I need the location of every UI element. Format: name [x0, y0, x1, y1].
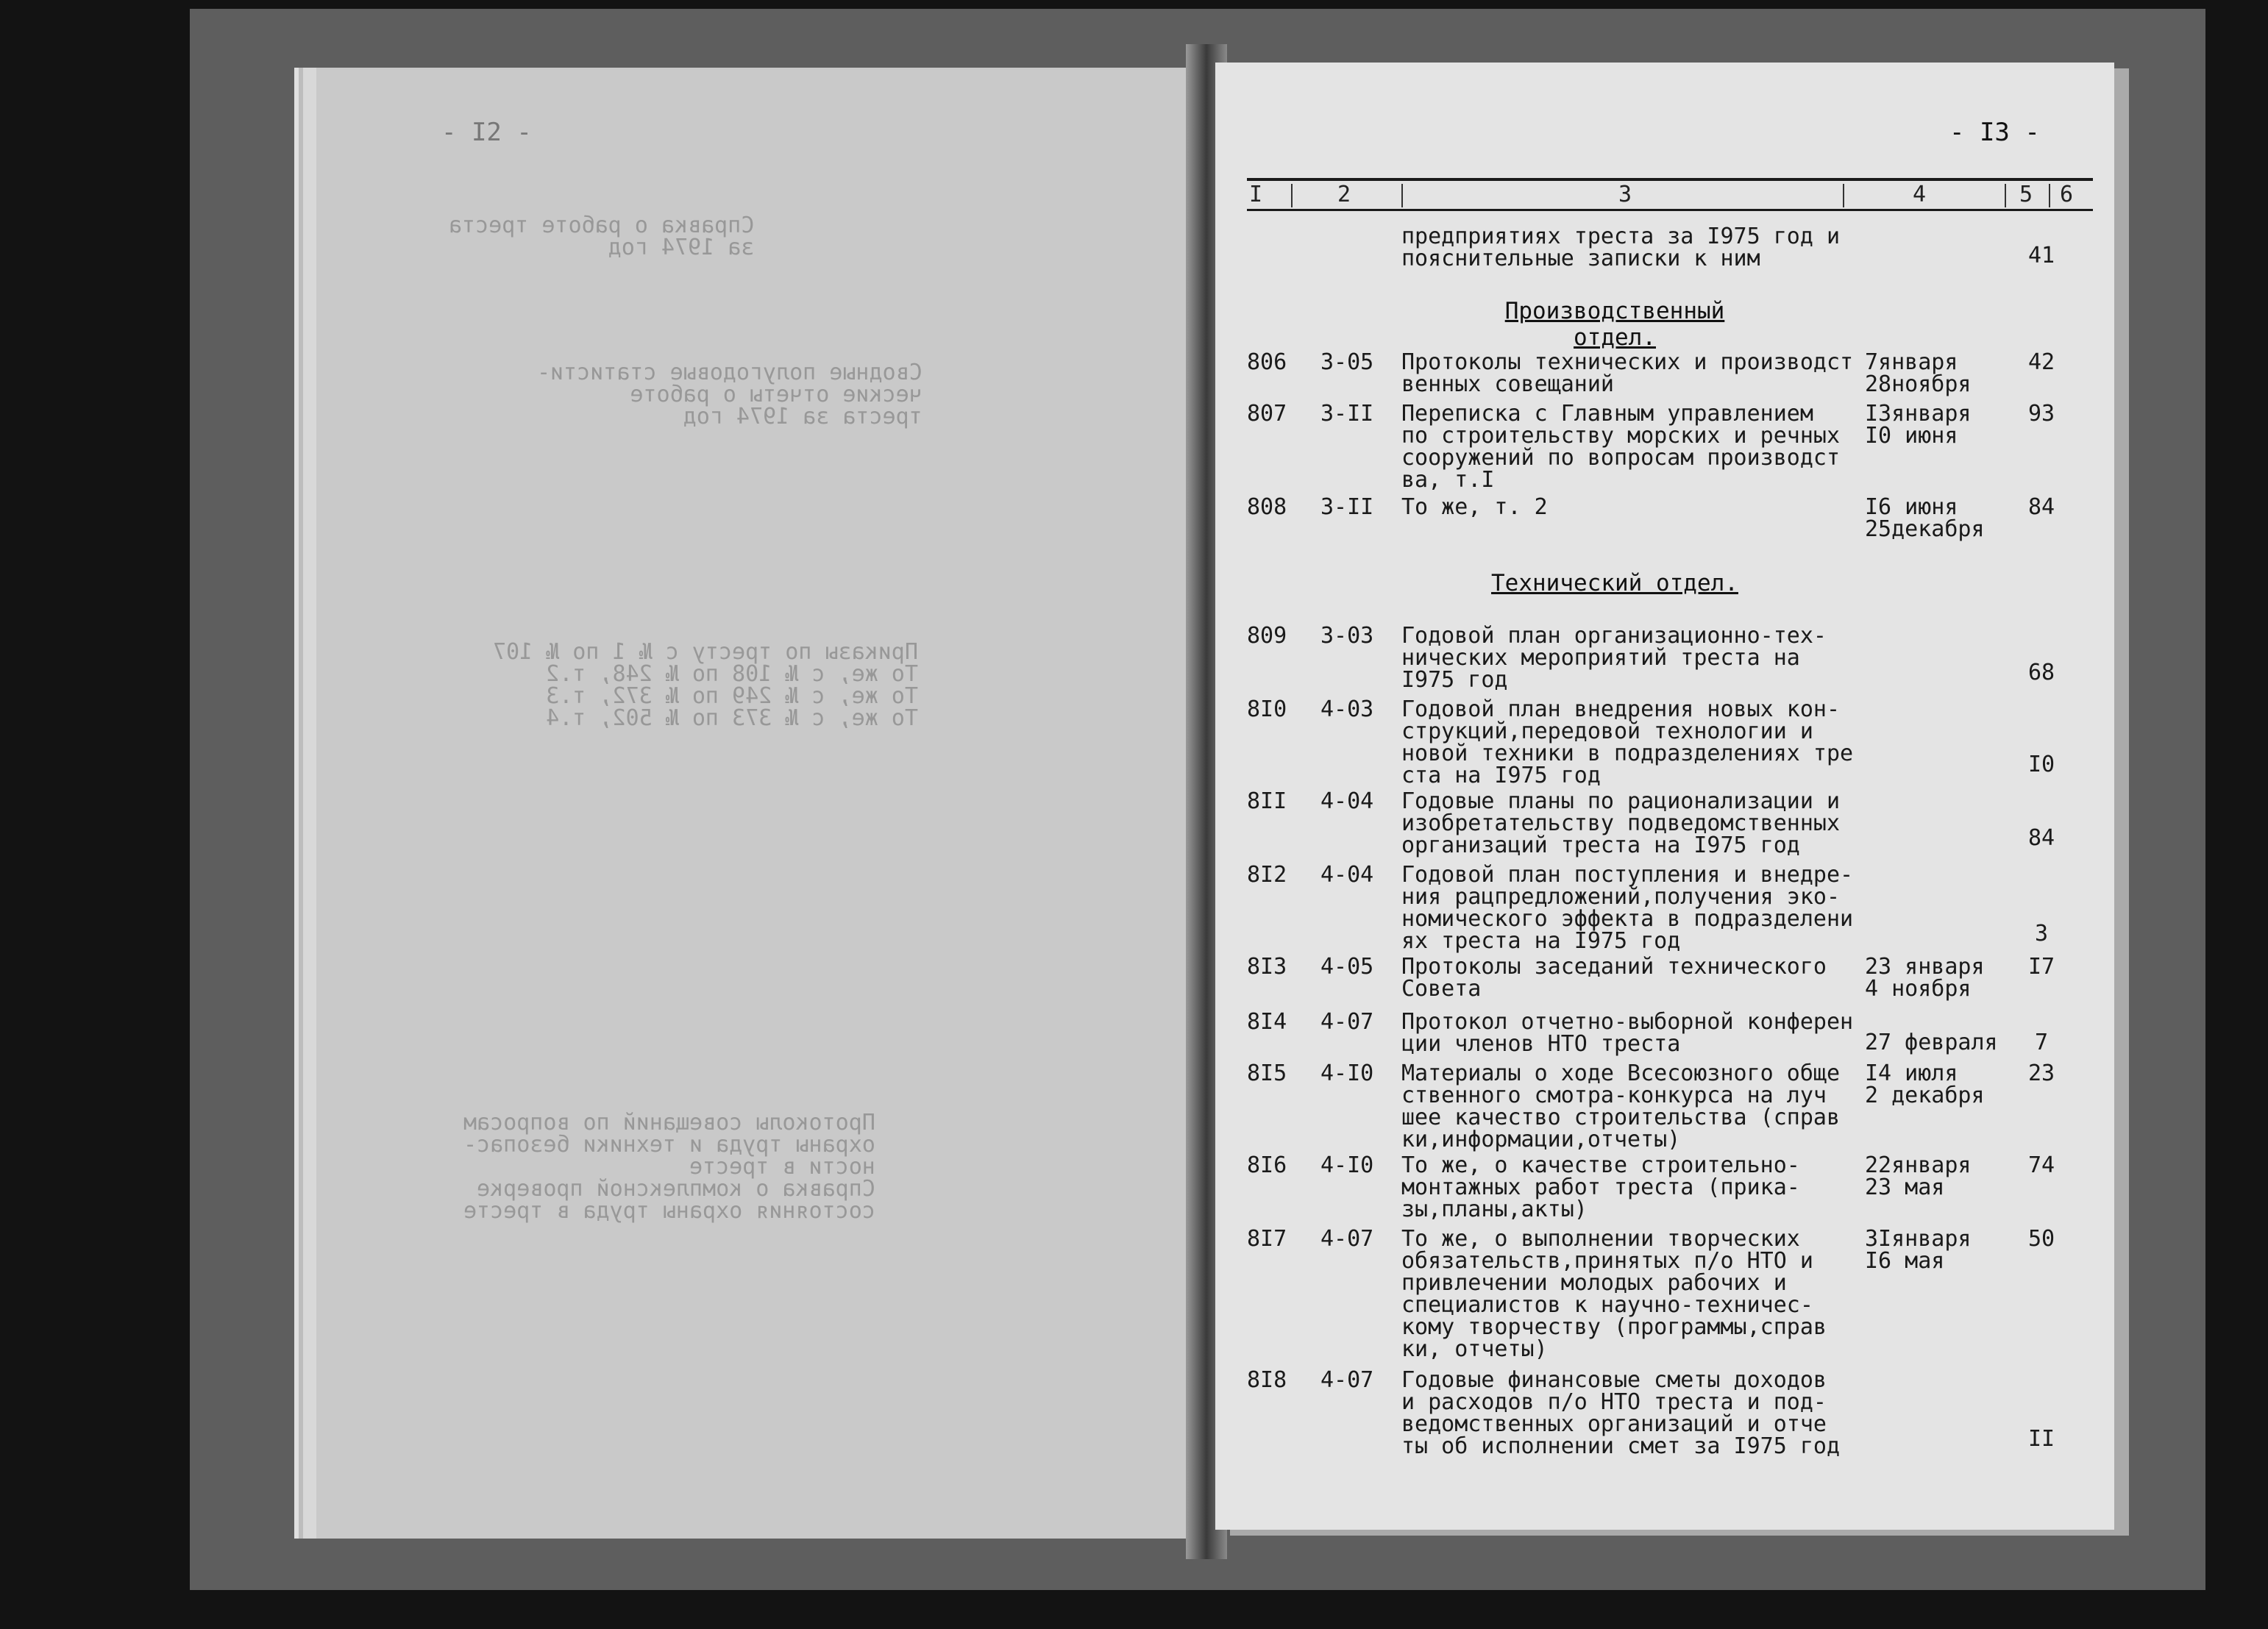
header-top-rule — [1247, 178, 2093, 181]
file-index: 4-I0 — [1320, 1061, 1374, 1086]
table-row — [1247, 496, 2093, 541]
file-dates: I4 июля 2 декабря — [1865, 1061, 1985, 1108]
sheet-count: 42 — [2027, 349, 2055, 375]
file-title: Годовые финансовые сметы доходов и расходов п/о НТО треста и под- ведомственных организаций и отче ты об исполнении смет за I975 год — [1401, 1367, 1841, 1459]
file-dates: 22января 23 мая — [1865, 1152, 1972, 1200]
bleed-through-text: Сводные полугодовые статисти- ческие отчеты о работе треста за 1974 год — [537, 360, 923, 429]
file-number: 8I4 — [1247, 1009, 1287, 1035]
sheet-count: 84 — [2027, 494, 2055, 520]
file-index: 4-07 — [1320, 1009, 1374, 1035]
file-dates: 23 января 4 ноября — [1865, 954, 1985, 1002]
table-row — [1247, 349, 2093, 397]
left-page-number: - I2 - — [441, 118, 532, 147]
file-number: 8I3 — [1247, 954, 1287, 980]
table-row — [1247, 862, 2093, 954]
file-dates: I6 июня 25декабря — [1865, 494, 1985, 542]
file-title: Годовые планы по рационализации и изобретательству подведомственных организаций треста на I975 год — [1401, 788, 1841, 858]
file-number: 8I6 — [1247, 1152, 1287, 1178]
file-number: 8I2 — [1247, 862, 1287, 888]
col-sep — [2049, 184, 2050, 207]
file-index: 3-II — [1320, 494, 1374, 520]
sheet-count: 23 — [2027, 1061, 2055, 1086]
file-index: 4-03 — [1320, 696, 1374, 722]
file-title: Переписка с Главным управлением по строительству морских и речных сооружений по вопросам производст ва, т.I — [1401, 401, 1841, 493]
section-title-production: Производственный отдел. — [1504, 298, 1725, 351]
file-index: 4-05 — [1320, 954, 1374, 980]
col-header-6: 6 — [2060, 182, 2074, 207]
file-index: 4-04 — [1320, 788, 1374, 814]
sheet-count: I7 — [2027, 954, 2055, 980]
table-row — [1247, 1152, 2093, 1222]
sheet-count: 3 — [2034, 921, 2049, 947]
sheet-count: II — [2027, 1426, 2055, 1452]
sheet-count: 84 — [2027, 825, 2055, 851]
file-number: 806 — [1247, 349, 1287, 375]
table-row — [1247, 1061, 2093, 1152]
file-number: 807 — [1247, 401, 1287, 427]
sheet-count: 7 — [2034, 1030, 2049, 1055]
page-number: - I3 - — [1949, 118, 2040, 147]
file-index: 4-I0 — [1320, 1152, 1374, 1178]
file-index: 3-03 — [1320, 623, 1374, 649]
file-index: 3-05 — [1320, 349, 1374, 375]
file-number: 8II — [1247, 788, 1287, 814]
table-row — [1247, 1226, 2093, 1362]
sheet-count: 68 — [2027, 660, 2055, 685]
continuation-title: предприятиях треста за I975 год и пояснительные записки к ним — [1401, 224, 1841, 271]
file-title: То же, т. 2 — [1401, 494, 1548, 520]
table-row — [1247, 1367, 2093, 1459]
file-title: Протоколы технических и производст венных совещаний — [1401, 349, 1854, 397]
sheet-count: I0 — [2027, 752, 2055, 777]
col-header-3: 3 — [1618, 182, 1632, 207]
file-number: 809 — [1247, 623, 1287, 649]
file-title: Годовой план внедрения новых кон- струкций,передовой технологии и новой техники в подразделениях тре ста на I975 год — [1401, 696, 1854, 788]
file-index: 4-04 — [1320, 862, 1374, 888]
file-index: 3-II — [1320, 401, 1374, 427]
col-sep — [1843, 184, 1844, 207]
bleed-through-text: Приказы по тресту с № 1 по № 107 То же, с № 108 по № 248, т.2 То же, с № 249 по № 372, т.3 То же, с № 373 по № 502, т.4 — [493, 639, 918, 731]
table-row — [1247, 401, 2093, 493]
table-row — [1247, 696, 2093, 788]
file-title: То же, о качестве строительно- монтажных работ треста (прика- зы,планы,акты) — [1401, 1152, 1800, 1222]
file-title: То же, о выполнении творческих обязательств,принятых п/о НТО и привлечении молодых рабочих и специалистов к научно-техничес- кому творчеству (программы,справ ки, отчеты) — [1401, 1226, 1827, 1362]
sheet-count: 93 — [2027, 401, 2055, 427]
file-title: Протоколы заседаний технического Совета — [1401, 954, 1827, 1002]
file-number: 8I8 — [1247, 1367, 1287, 1393]
file-index: 4-07 — [1320, 1367, 1374, 1393]
sheet-count: 50 — [2027, 1226, 2055, 1252]
file-number: 8I0 — [1247, 696, 1287, 722]
section-title-technical: Технический отдел. — [1491, 570, 1738, 596]
file-dates: 27 февраля — [1865, 1030, 1998, 1055]
file-title: Материалы о ходе Всесоюзного обще ственного смотра-конкурса на луч шее качество строительства (справ ки,информации,отчеты) — [1401, 1061, 1841, 1152]
file-title: Протокол отчетно-выборной конферен ции членов НТО треста — [1401, 1009, 1854, 1057]
col-sep — [2005, 184, 2006, 207]
file-dates: I3января I0 июня — [1865, 401, 1972, 449]
left-page — [303, 68, 1215, 1539]
col-sep — [1401, 184, 1403, 207]
col-header-4: 4 — [1913, 182, 1927, 207]
header-bottom-rule — [1247, 209, 2093, 211]
file-number: 8I7 — [1247, 1226, 1287, 1252]
file-dates: 3Iянваря I6 мая — [1865, 1226, 1972, 1274]
col-sep — [1291, 184, 1293, 207]
file-dates: 7января 28ноября — [1865, 349, 1972, 397]
continuation-sheets: 41 — [2027, 243, 2055, 268]
col-header-1: I — [1249, 182, 1263, 207]
file-index: 4-07 — [1320, 1226, 1374, 1252]
file-number: 8I5 — [1247, 1061, 1287, 1086]
col-header-2: 2 — [1337, 182, 1351, 207]
file-title: Годовой план организационно-тех- нических мероприятий треста на I975 год — [1401, 623, 1827, 693]
file-title: Годовой план поступления и внедре- ния рацпредложений,получения эко- номического эффекта в подразделени ях треста на I975 год — [1401, 862, 1854, 954]
bleed-through-text: Протоколы совещаний по вопросам охраны труда и техники безопас- ности в тресте Справка о комплексной проверке состояния охраны труда в тресте — [463, 1110, 875, 1224]
bleed-through-text: Справка о работе треста за 1974 год — [449, 213, 755, 260]
table-row — [1247, 623, 2093, 693]
sheet-count: 74 — [2027, 1152, 2055, 1178]
table-row — [1247, 956, 2093, 1000]
col-header-5: 5 — [2019, 182, 2033, 207]
file-number: 808 — [1247, 494, 1287, 520]
table-row — [1247, 1011, 2093, 1055]
table-row — [1247, 788, 2093, 858]
